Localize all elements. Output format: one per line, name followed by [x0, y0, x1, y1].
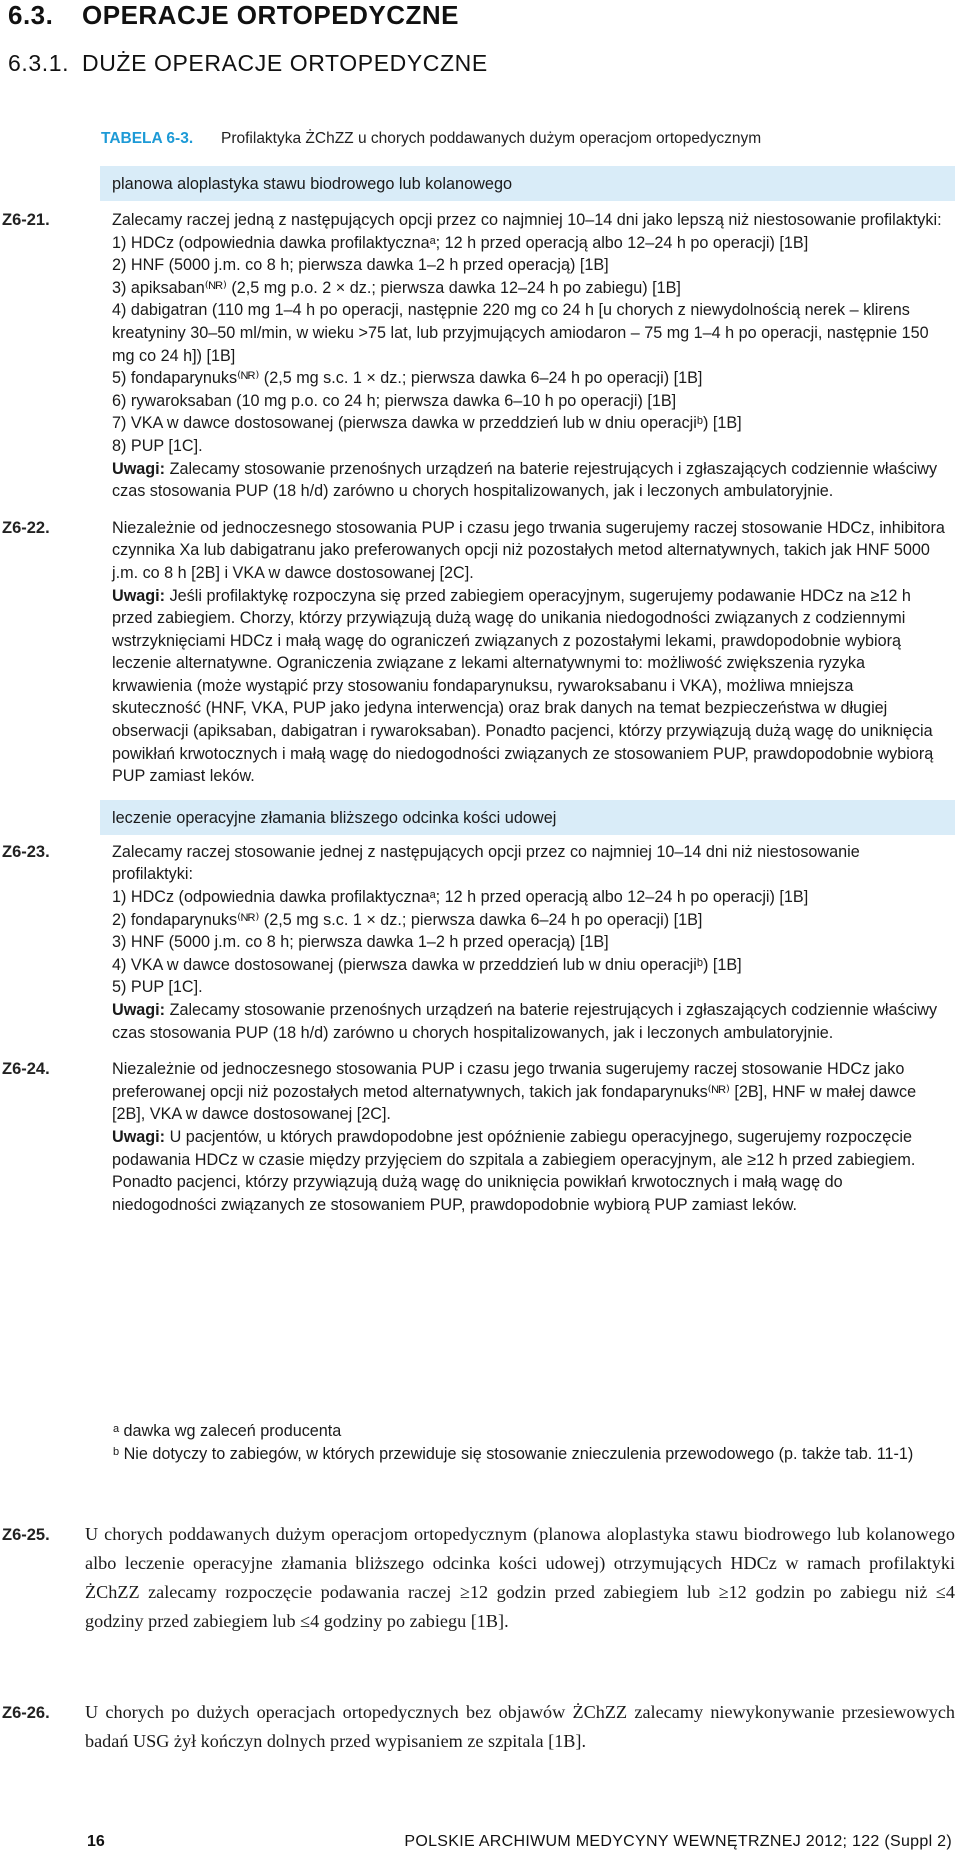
section-number: 6.3. — [8, 0, 54, 30]
rec-body — [100, 209, 955, 503]
rec-text: U chorych poddawanych dużym operacjom ortopedycznym (planowa aloplastyka stawu biodrowego lub kolanowego albo leczenie operacyjne złamania bliższego odcinka kości udowej) otrzymujących HDCz w ramach profilaktyki ŻChZZ zalecamy rozpoczęcie podawania raczej ≥12 godzin przed zabiegiem lub ≥12 godzin po zabiegu niż ≤4 godziny przed zabiegiem lub ≤4 godziny po zabiegu [1B]. — [85, 1524, 955, 1631]
page-number: 16 — [87, 1833, 105, 1850]
rec-line: 7) VKA w dawce dostosowanej (pierwsza dawka w przeddzień lub w dniu operacjiᵇ) [1B] — [112, 414, 742, 433]
rec-text: Niezależnie od jednoczesnego stosowania PUP i czasu jego trwania sugerujemy raczej stosowanie HDCz, inhibitora czynnika Xa lub dabigatranu jako preferowanych opcji niż pozostałych metod alternatywnych, takich jak HNF 5000 j.m. co 8 h [2B] i VKA w dawce dostosowanej [2C]. — [112, 518, 945, 582]
rec-note — [112, 1126, 945, 1171]
rec-line: 5) fondaparynuks⁽ᴺᴿ⁾ (2,5 mg s.c. 1 × dz.; pierwsza dawka 6–24 h po operacji) [1B] — [112, 369, 703, 388]
table-band-hip-fracture: leczenie operacyjne złamania bliższego odcinka kości udowej — [100, 800, 955, 835]
footnote-b: ᵇ Nie dotyczy to zabiegów, w których przewiduje się stosowanie znieczulenia przewodowego (p. także tab. 11-1) — [113, 1444, 914, 1463]
rec-text: Niezależnie od jednoczesnego stosowania PUP i czasu jego trwania sugerujemy raczej stosowanie HDCz jako preferowanej opcji niż pozostałych metod alternatywnych, takich jak fondaparynuks⁽ᴺᴿ⁾ [2B], HNF w małej dawce [2B], VKA w dawce dostosowanej [2C]. — [112, 1060, 917, 1124]
rec-label: Z6-24. — [2, 1060, 50, 1079]
rec-note — [112, 999, 945, 1044]
note-text: Zalecamy stosowanie przenośnych urządzeń na baterie rejestrujących i zgłaszających codziennie właściwy czas stosowania PUP (18 h/d) zarówno u chorych hospitalizowanych, jak i leczonych ambulatoryjnie. — [112, 459, 938, 501]
table-band-hip-knee: planowa aloplastyka stawu biodrowego lub kolanowego — [100, 166, 955, 201]
journal-name: POLSKIE ARCHIWUM MEDYCYNY WEWNĘTRZNEJ 2012; 122 (Suppl 2) — [404, 1833, 952, 1850]
table-caption — [101, 130, 951, 148]
rec-body — [100, 1058, 955, 1216]
table-label: TABELA 6-3. — [101, 130, 194, 147]
rec-z6-25 — [0, 1520, 960, 1636]
rec-body — [85, 1698, 955, 1756]
table-footnotes — [113, 1420, 943, 1465]
rec-line: 4) VKA w dawce dostosowanej (pierwsza dawka w przeddzień lub w dniu operacjiᵇ) [1B] — [112, 955, 742, 974]
rec-line: 2) HNF (5000 j.m. co 8 h; pierwsza dawka 1–2 h przed operacją) [1B] — [112, 256, 609, 275]
rec-line: 3) HNF (5000 j.m. co 8 h; pierwsza dawka 1–2 h przed operacją) [1B] — [112, 933, 609, 952]
rec-body — [100, 841, 955, 1044]
rec-z6-23 — [0, 841, 960, 1044]
rec-label: Z6-26. — [2, 1704, 50, 1722]
note-text: U pacjentów, u których prawdopodobne jest opóźnienie zabiegu operacyjnego, sugerujemy rozpoczęcie podawania HDCz w czasie między przyjęciem do szpitala a zabiegiem operacyjnym, ale ≥12 h przed zabiegiem. — [112, 1127, 916, 1169]
footnote-a: ᵃ dawka wg zaleceń producenta — [113, 1422, 342, 1440]
rec-line: 2) fondaparynuks⁽ᴺᴿ⁾ (2,5 mg s.c. 1 × dz.; pierwsza dawka 6–24 h po operacji) [1B] — [112, 910, 703, 929]
rec-label: Z6-23. — [2, 842, 50, 861]
rec-line: 6) rywaroksaban (10 mg p.o. co 24 h; pierwsza dawka 6–10 h po operacji) [1B] — [112, 391, 677, 410]
subsection-heading — [8, 50, 488, 77]
rec-extra: Ponadto pacjenci, którzy przywiązują dużą wagę do uniknięcia powikłań krwotocznych i małą wagę do niedogodności związanych ze stosowaniem PUP, prawdopodobnie wybiorą PUP zamiast leków. — [112, 1173, 843, 1214]
rec-label: Z6-25. — [2, 1526, 50, 1544]
note-text: Jeśli profilaktykę rozpoczyna się przed zabiegiem operacyjnym, sugerujemy podawanie HDCz na ≥12 h przed zabiegiem. Chorzy, którzy przywiązują dużą wagę do unikania niedogodności związanych z codziennymi wstrzyknięciami HDCz i małą wagę do ograniczeń związanych z pozostałymi lekami, prawdopodobnie wybiorą leczenie alternatywne. Ograniczenia związane z lekami alternatywnymi to: możliwość zwiększenia ryzyka krwawienia (może wystąpić przy stosowaniu fondaparynuksu, rywaroksabanu i VKA), możliwa mniejsza skuteczność (HNF, VKA, PUP jako jedyna interwencja) oraz brak danych na temat bezpieczeństwa w długiej obserwacji (apiksaban, dabigatran i rywaroksaban). Ponadto pacjenci, którzy przywiązują dużą wagę do uniknięcia powikłań krwotocznych i małą wagę do niedogodności związanych ze stosowaniem PUP, prawdopodobnie wybiorą PUP zamiast leków. — [112, 586, 934, 786]
section-heading — [8, 0, 459, 31]
rec-body — [85, 1520, 955, 1636]
rec-label: Z6-22. — [2, 518, 50, 537]
rec-line: Zalecamy raczej stosowanie jednej z następujących opcji przez co najmniej 10–14 dni niż niestosowanie profilaktyki: — [112, 842, 860, 884]
rec-note — [112, 458, 945, 503]
rec-z6-21 — [0, 209, 960, 503]
rec-line: 8) PUP [1C]. — [112, 436, 203, 455]
rec-line: Zalecamy raczej jedną z następujących opcji przez co najmniej 10–14 dni jako lepszą niż niestosowanie profilaktyki: — [112, 211, 942, 229]
note-text: Zalecamy stosowanie przenośnych urządzeń na baterie rejestrujących i zgłaszających codziennie właściwy czas stosowania PUP (18 h/d) zarówno u chorych hospitalizowanych, jak i leczonych ambulatoryjnie. — [112, 1001, 938, 1042]
rec-line: 3) apiksaban⁽ᴺᴿ⁾ (2,5 mg p.o. 2 × dz.; pierwsza dawka 12–24 h po zabiegu) [1B] — [112, 278, 681, 297]
rec-line: 5) PUP [1C]. — [112, 978, 203, 997]
note-label: Uwagi: — [112, 586, 166, 605]
rec-note — [112, 585, 945, 788]
rec-label: Z6-21. — [2, 211, 50, 229]
rec-line: 4) dabigatran (110 mg 1–4 h po operacji, następnie 220 mg co 24 h [u chorych z niewydolnością nerek – klirens kreatyniny 30–50 ml/min, w wieku >75 lat, lub przyjmujących amiodaron – 75 mg 1–4 h po operacji, następnie 150 mg co 24 h]) [1B] — [112, 301, 929, 365]
note-label: Uwagi: — [112, 1127, 166, 1146]
rec-text: U chorych po dużych operacjach ortopedycznych bez objawów ŻChZZ zalecamy niewykonywanie przesiewowych badań USG żył kończyn dolnych przed wypisaniem ze szpitala [1B]. — [85, 1702, 955, 1751]
section-title: OPERACJE ORTOPEDYCZNE — [82, 0, 459, 30]
subsection-title: DUŻE OPERACJE ORTOPEDYCZNE — [82, 50, 488, 76]
rec-line: 1) HDCz (odpowiednia dawka profilaktycznaᵃ; 12 h przed operacją albo 12–24 h po operacji) [1B] — [112, 888, 809, 907]
rec-z6-26 — [0, 1698, 960, 1756]
rec-body — [100, 517, 955, 788]
table-title: Profilaktyka ŻChZZ u chorych poddawanych dużym operacjom ortopedycznym — [221, 130, 762, 147]
note-label: Uwagi: — [112, 459, 166, 478]
table-6-3 — [0, 166, 960, 1216]
subsection-number: 6.3.1. — [8, 50, 70, 76]
rec-line: 1) HDCz (odpowiednia dawka profilaktycznaᵃ; 12 h przed operacją albo 12–24 h po operacji) [1B] — [112, 233, 809, 252]
rec-z6-24 — [0, 1058, 960, 1216]
note-label: Uwagi: — [112, 1001, 166, 1019]
rec-z6-22 — [0, 517, 960, 788]
